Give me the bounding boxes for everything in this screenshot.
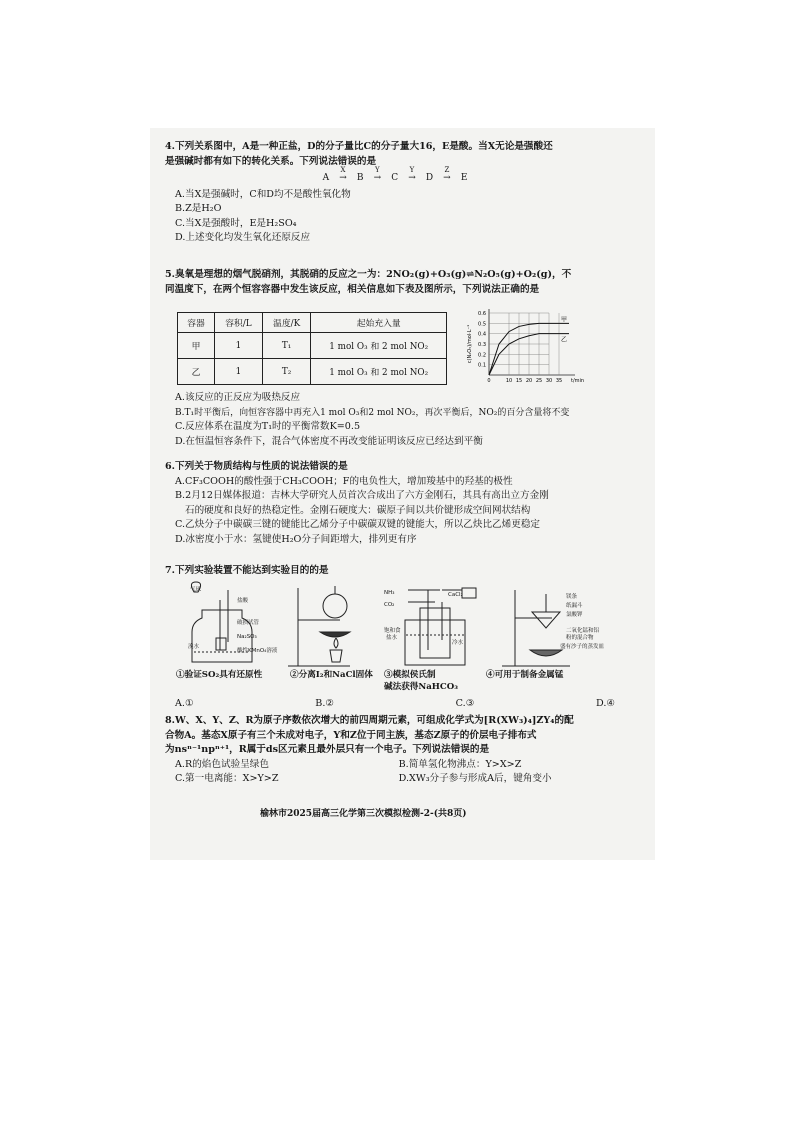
q4-option-a: A.当X是强碱时，C和D均不是酸性氧化物 xyxy=(175,188,351,200)
label-mg-ribbon: 镁条 xyxy=(566,594,578,600)
q8-stem-line1: 8.W、X、Y、Z、R为原子序数依次增大的前四周期元素，可组成化学式为[R(XW₃)₄]ZY₄的配 xyxy=(165,715,574,726)
gas-bottle-icon xyxy=(420,608,450,658)
q5-option-a: A.该反应的正反应为吸热反应 xyxy=(175,392,301,403)
q4-option-c: C.当X是强酸时，E是H₂SO₄ xyxy=(175,217,297,229)
y-tick-label: 0.6 xyxy=(478,311,486,317)
label-mixture: 粉的混合物 xyxy=(566,635,594,641)
table-header: 温度/K xyxy=(262,313,311,333)
table-cell: 1 xyxy=(215,359,263,385)
drying-tube-icon xyxy=(462,588,476,598)
label-broken-tube: 破损试管 xyxy=(237,620,260,626)
table-cell: T₂ xyxy=(262,359,311,385)
label-balloon: 气球 xyxy=(190,587,202,593)
y-tick-label: 0.3 xyxy=(478,342,486,348)
table-cell: 1 xyxy=(215,333,263,359)
q6-stem: 6.下列关于物质结构与性质的说法错误的是 xyxy=(165,461,348,472)
x-tick-label: 15 xyxy=(515,378,523,384)
label-paper-funnel: 纸漏斗 xyxy=(566,603,583,609)
q6-option-a: A.CF₃COOH的酸性强于CH₃COOH；F的电负性大，增加羧基中的羟基的极性 xyxy=(175,475,513,487)
q4-option-d: D.上述变化均发生氧化还原反应 xyxy=(175,232,311,243)
caption-apparatus-4: ④可用于制备金属锰 xyxy=(486,670,564,680)
q7-option-a: A.① xyxy=(175,698,194,709)
table-cell: T₁ xyxy=(262,333,311,359)
q6-option-c: C.乙炔分子中碳碳三键的键能比乙烯分子中碳碳双键的键能大，所以乙炔比乙烯更稳定 xyxy=(175,519,541,530)
label-kclo3: 氯酸钾 xyxy=(566,612,583,618)
q4-reaction-chain xyxy=(165,166,625,186)
arrow-x: X → xyxy=(339,166,347,183)
chain-a: A xyxy=(322,173,330,183)
chain-e: E xyxy=(460,173,468,183)
label-co2: CO₂ xyxy=(384,602,395,608)
q7-stem: 7.下列实验装置不能达到实验目的的是 xyxy=(165,565,329,576)
chain-b: B xyxy=(356,173,364,183)
caption-apparatus-2: ②分离I₂和NaCl固体 xyxy=(290,670,373,680)
question-7 xyxy=(165,564,625,579)
question-6 xyxy=(165,460,625,547)
arrow-y1: Y → xyxy=(373,166,382,183)
q7-option-d: D.④ xyxy=(595,698,615,709)
table-cell: 甲 xyxy=(178,333,215,359)
y-axis-label: c(N₂O₅)/mol·L⁻¹ xyxy=(467,324,473,364)
x-tick-label: 35 xyxy=(555,378,563,384)
question-4 xyxy=(165,140,625,246)
q8-option-c: C.第一电离能：X>Y>Z xyxy=(175,773,279,784)
y-tick-label: 0.2 xyxy=(478,352,486,359)
table-cell: 1 mol O₃ 和 2 mol NO₂ xyxy=(311,359,447,385)
x-axis-label: t/min xyxy=(571,378,585,384)
label-sand-dish: 盛有沙子的蒸发皿 xyxy=(560,644,605,650)
q7-option-c: C.③ xyxy=(455,698,475,709)
burner-icon xyxy=(330,650,342,662)
x-tick-label: 0 xyxy=(487,378,491,384)
table-header: 起始充入量 xyxy=(311,313,447,333)
label-brine: 饱和食 xyxy=(384,628,401,634)
q5-table xyxy=(177,312,447,385)
q7-option-b: B.② xyxy=(315,698,334,709)
caption-apparatus-1: ①验证SO₂具有还原性 xyxy=(176,670,263,680)
table-header: 容积/L xyxy=(215,313,263,333)
page-footer: 榆林市2025届高三化学第三次模拟检测-2-(共8页) xyxy=(260,809,467,819)
x-tick-label: 10 xyxy=(505,378,513,384)
paper-funnel-icon xyxy=(532,612,560,628)
table-row xyxy=(178,333,447,359)
q5-option-b: B.T₁时平衡后，向恒容容器中再充入1 mol O₃和2 mol NO₂，再次平衡后，NO₂的百分含量将不变 xyxy=(175,407,570,418)
q4-stem-line2: 是强碱时都有如下的转化关系。下列说法错误的是 xyxy=(165,155,377,167)
y-tick-label: 0.5 xyxy=(478,321,486,328)
concentration-time-chart xyxy=(465,305,590,390)
q5-option-d: D.在恒温恒容条件下，混合气体密度不再改变能证明该反应已经达到平衡 xyxy=(175,435,483,447)
table-cell: 乙 xyxy=(178,359,215,385)
chain-c: C xyxy=(391,173,399,183)
label-hcl: 盐酸 xyxy=(237,598,249,604)
q5-stem-line1: 5.臭氧是理想的烟气脱硝剂，其脱硝的反应之一为：2NO₂(g)+O₃(g)⇌N₂O₅(g)+O₂(g)，不 xyxy=(165,269,572,280)
series-label: 甲 xyxy=(561,316,568,324)
q7-options xyxy=(165,697,625,712)
table-header-row xyxy=(178,313,447,333)
x-tick-label: 30 xyxy=(545,378,553,384)
evaporating-dish-icon xyxy=(320,632,350,637)
table-header: 容器 xyxy=(178,313,215,333)
caption-apparatus-3-cont: 碱法获得NaHCO₃ xyxy=(384,682,459,692)
q6-option-b: B.2月12日媒体报道：吉林大学研究人员首次合成出了六方金刚石，其具有高出立方金刚 xyxy=(175,490,549,501)
question-5 xyxy=(165,268,625,297)
label-na2so3: Na₂SO₃ xyxy=(237,634,257,640)
q8-option-d: D.XW₃分子参与形成A后，键角变小 xyxy=(398,773,552,784)
caption-apparatus-3: ③模拟侯氏制 xyxy=(384,670,436,680)
q4-option-b: B.Z是H₂O xyxy=(175,203,222,214)
q5-options xyxy=(165,391,625,449)
q4-stem-line1: 4.下列关系图中，A是一种正盐，D的分子量比C的分子量大16，E是酸。当X无论是强酸还 xyxy=(165,141,553,152)
x-tick-label: 20 xyxy=(525,378,533,384)
q8-stem-line3: 为nsⁿ⁻¹npⁿ⁺¹，R属于ds区元素且最外层只有一个电子。下列说法错误的是 xyxy=(165,744,490,755)
label-bromine-water: 溴水 xyxy=(188,644,200,650)
label-cold-water: 冷水 xyxy=(452,640,464,646)
q8-option-a: A.R的焰色试验呈绿色 xyxy=(175,758,269,770)
table-cell: 1 mol O₃ 和 2 mol NO₂ xyxy=(311,333,447,359)
y-tick-label: 0.1 xyxy=(478,362,486,369)
x-tick-label: 25 xyxy=(535,378,543,384)
sand-dish-icon xyxy=(530,650,562,656)
round-flask-icon xyxy=(323,594,347,618)
label-mno2-al: 二氧化锰和铝 xyxy=(566,628,600,634)
chain-d: D xyxy=(425,173,434,183)
arrow-z: Z → xyxy=(443,166,451,183)
q5-option-c: C.反应体系在温度为T₁时的平衡常数K=0.5 xyxy=(175,421,361,432)
label-cacl2: CaCl₂ xyxy=(448,592,463,598)
q8-option-b: B.简单氢化物沸点：Y>X>Z xyxy=(398,758,522,770)
table-row xyxy=(178,359,447,385)
series-label: 乙 xyxy=(561,336,568,344)
question-8 xyxy=(165,714,625,787)
q6-option-d: D.冰密度小于水：氢键使H₂O分子间距增大，排列更有序 xyxy=(175,533,417,545)
q8-stem-line2: 合物A。基态X原子有三个未成对电子，Y和Z位于同主族，基态Z原子的价层电子排布式 xyxy=(165,729,537,741)
q5-stem-line2: 同温度下，在两个恒容容器中发生该反应，相关信息如下表及图所示，下列说法正确的是 xyxy=(165,283,540,295)
arrow-y2: Y → xyxy=(408,166,416,183)
label-brine-2: 盐水 xyxy=(386,635,398,641)
y-tick-label: 0.4 xyxy=(478,331,486,338)
label-kmno4: 酸性KMnO₄溶液 xyxy=(237,648,278,654)
q6-option-b-cont: 石的硬度和良好的热稳定性。金刚石硬度大：碳原子间以共价键形成空间网状结构 xyxy=(185,504,531,516)
label-nh3: NH₃ xyxy=(384,590,395,596)
